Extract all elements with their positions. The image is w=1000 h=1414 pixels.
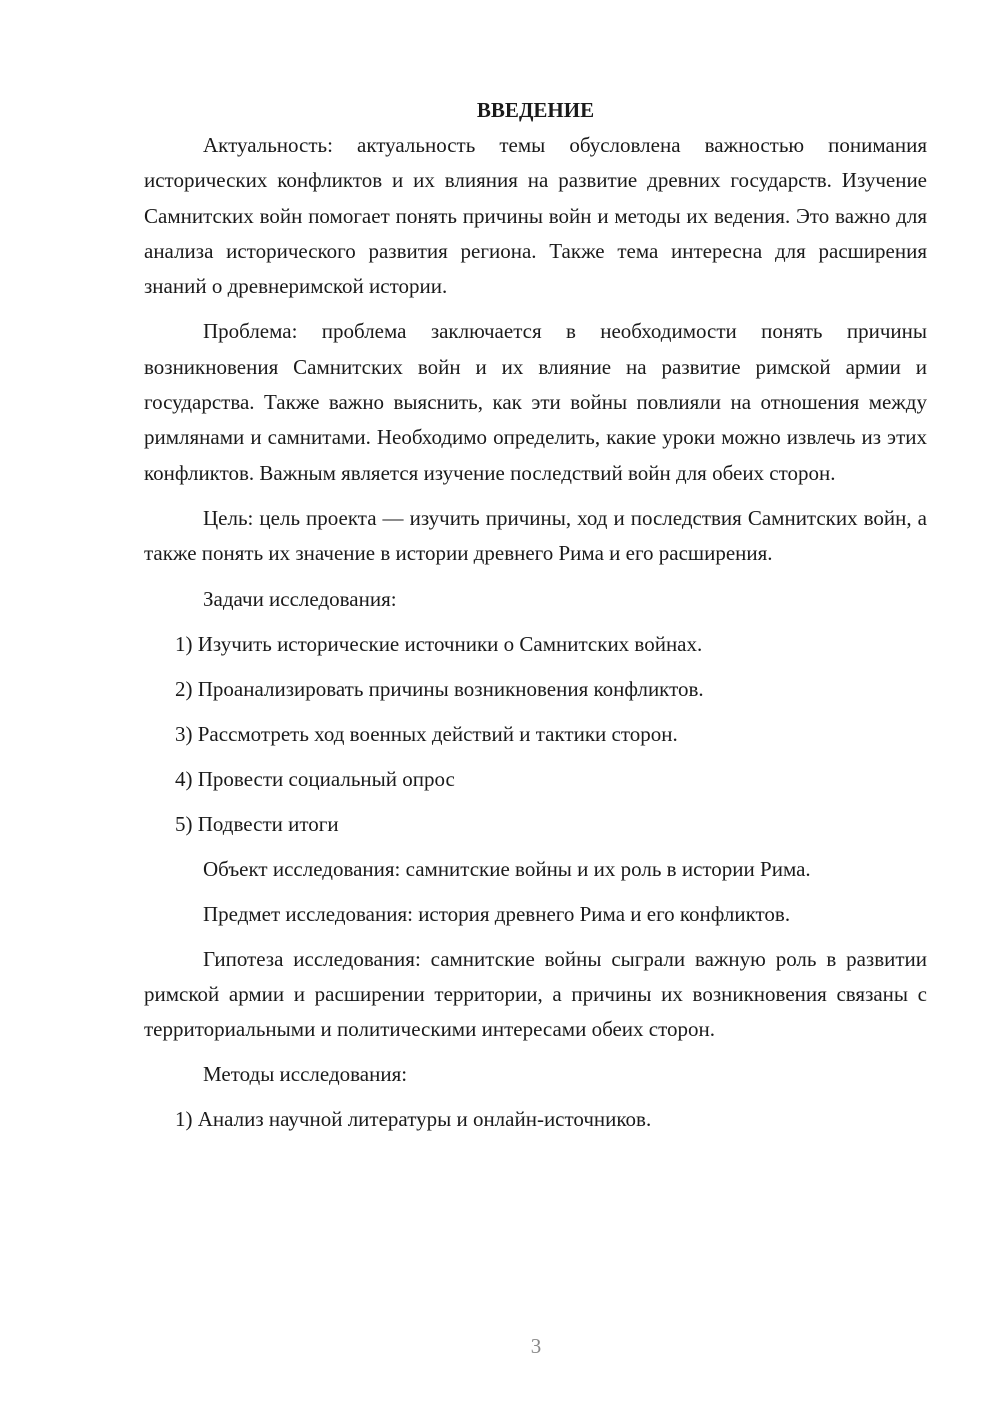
subject-line: Предмет исследования: история древнего Рима и его конфликтов. bbox=[203, 901, 791, 926]
task-item-3: 3) Рассмотреть ход военных действий и тактики сторон. bbox=[175, 721, 678, 746]
problem-paragraph: Проблема: проблема заключается в необходимости понять причины возникновения Самнитских войн и их влияние на развитие римской армии и государства. Также важно выяснить, как эти войны повлияли на отношения между римлянами и самнитами. Необходимо определить, какие уроки можно извлечь из этих конфликтов. Важным является изучение последствий войн для обеих сторон. bbox=[144, 319, 927, 485]
page-number: 3 bbox=[530, 1334, 542, 1358]
hypothesis-paragraph: Гипотеза исследования: самнитские войны сыграли важную роль в развитии римской армии и расширении территории, а причины их возникновения связаны с территориальными и политическими интересами обеих сторон. bbox=[144, 946, 927, 1042]
goal-paragraph: Цель: цель проекта — изучить причины, ход и последствия Самнитских войн, а также понять их значение в истории древнего Рима и его расширения. bbox=[144, 505, 927, 566]
method-item-1: 1) Анализ научной литературы и онлайн-источников. bbox=[175, 1107, 652, 1132]
tasks-label: Задачи исследования: bbox=[203, 586, 397, 611]
task-item-4: 4) Провести социальный опрос bbox=[175, 766, 455, 791]
object-line: Объект исследования: самнитские войны и их роль в истории Рима. bbox=[203, 856, 811, 881]
document-page bbox=[144, 93, 927, 1147]
page-title: ВВЕДЕНИЕ bbox=[476, 98, 595, 122]
task-item-5: 5) Подвести итоги bbox=[175, 811, 339, 836]
task-item-1: 1) Изучить исторические источники о Самнитских войнах. bbox=[175, 631, 703, 656]
task-item-2: 2) Проанализировать причины возникновения конфликтов. bbox=[175, 676, 704, 701]
methods-label: Методы исследования: bbox=[203, 1062, 408, 1087]
relevance-paragraph: Актуальность: актуальность темы обусловлена важностью понимания исторических конфликтов и их влияния на развитие древних государств. Изучение Самнитских войн помогает понять причины войн и методы их ведения. Это важно для анализа исторического развития региона. Также тема интересна для расширения знаний о древнеримской истории. bbox=[144, 133, 927, 299]
